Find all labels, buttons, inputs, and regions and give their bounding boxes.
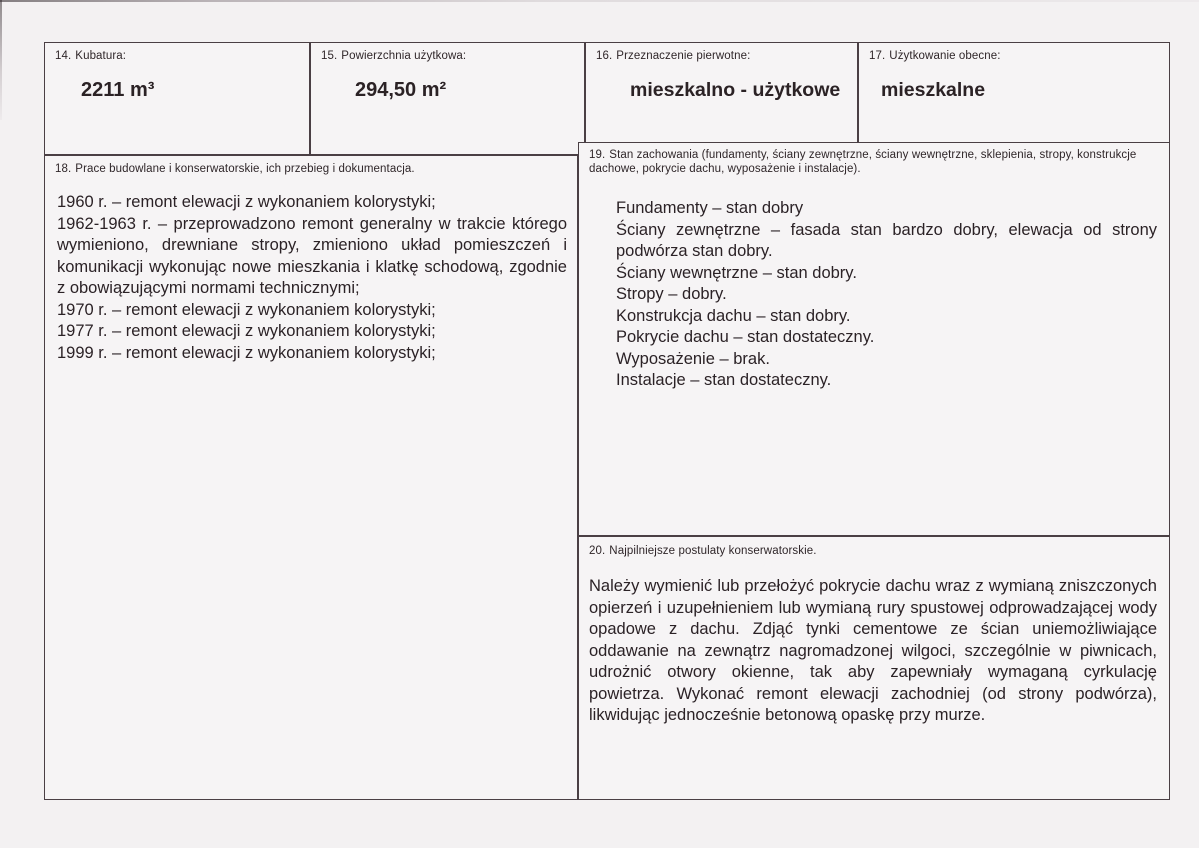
field-15-label-row: [311, 43, 584, 63]
field-18-label-row: [45, 156, 577, 176]
field-20-paragraph: Należy wymienić lub przełożyć pokrycie dachu wraz z wymianą zniszczonych opierzeń i uzupełnieniem lub wymianą rury spustowej odprowadzającej wody opadowe z dachu. Zdjąć tynki cementowe ze ścian uniemożliwiające oddawanie na zewnątrz nagromadzonej wilgoci, szczególnie w piwnicach, udrożnić otwory okienne, tak aby zapewniały wymaganą cyrkulację powietrza. Wykonać remont elewacji zachodniej (od strony podwórza), likwidując jednocześnie betonową opaskę przy murze.: [589, 577, 1157, 724]
field-17-label-row: [859, 43, 1169, 63]
field-14-number: 14.: [55, 50, 72, 62]
field-19-line: Pokrycie dachu – stan dostateczny.: [616, 328, 875, 346]
field-19-label-row: [579, 143, 1169, 176]
field-18-line: 1977 r. – remont elewacji z wykonaniem kolorystyki;: [57, 322, 436, 340]
field-16-label-row: [586, 43, 857, 63]
field-18-line: 1960 r. – remont elewacji z wykonaniem kolorystyki;: [57, 193, 436, 211]
field-20-content: [589, 576, 1157, 727]
field-18-label: Prace budowlane i konserwatorskie, ich przebieg i dokumentacja.: [75, 163, 415, 175]
field-18-line: 1970 r. – remont elewacji z wykonaniem kolorystyki;: [57, 300, 436, 319]
record-card-table: [44, 42, 1170, 800]
field-18-line: 1962-1963 r. – przeprowadzono remont generalny w trakcie którego wymieniono, drewniane stropy, zmieniono układ pomieszczeń i komunikacji wykonując nowe mieszkania i klatkę schodową, zgodnie z obowiązującymi normami technicznymi;: [57, 214, 567, 297]
field-14-value: 2211 m³: [81, 79, 155, 101]
field-19-line: Wyposażenie – brak.: [616, 349, 770, 368]
field-19-stan-zachowania: [578, 142, 1170, 536]
field-20-number: 20.: [589, 545, 606, 557]
field-19-line: Ściany zewnętrzne – fasada stan bardzo dobry, elewacja od strony podwórza stan dobry.: [616, 220, 1157, 260]
field-16-label: Przeznaczenie pierwotne:: [616, 50, 751, 62]
field-20-label-row: [579, 537, 1169, 558]
field-17-number: 17.: [869, 50, 886, 62]
field-17-value: mieszkalne: [881, 79, 986, 101]
field-16-number: 16.: [596, 50, 613, 62]
field-15-value: 294,50 m²: [355, 79, 447, 101]
field-18-content: [57, 192, 567, 364]
field-14-label-row: [45, 43, 309, 63]
field-20-najpilniejsze-postulaty: [578, 536, 1170, 800]
field-19-line: Ściany wewnętrzne – stan dobry.: [616, 263, 857, 282]
field-19-content: [616, 198, 1157, 392]
field-18-line: 1999 r. – remont elewacji z wykonaniem kolorystyki;: [57, 343, 436, 362]
field-16-przeznaczenie-pierwotne: [585, 42, 858, 155]
field-17-uzytkowanie-obecne: [858, 42, 1170, 155]
field-17-label: Użytkowanie obecne:: [889, 50, 1001, 62]
field-14-kubatura: [44, 42, 310, 155]
field-15-label: Powierzchnia użytkowa:: [341, 50, 467, 62]
field-15-powierzchnia-uzytkowa: [310, 42, 585, 155]
field-14-label: Kubatura:: [75, 50, 127, 62]
field-18-number: 18.: [55, 163, 72, 175]
field-19-label: Stan zachowania (fundamenty, ściany zewnętrzne, ściany wewnętrzne, sklepienia, stropy, konstrukcje dachowe, pokrycie dachu, wyposażenie i instalacje).: [589, 149, 1137, 175]
field-19-line: Stropy – dobry.: [616, 285, 727, 303]
field-15-number: 15.: [321, 50, 338, 62]
field-19-line: Konstrukcja dachu – stan dobry.: [616, 306, 851, 325]
field-20-label: Najpilniejsze postulaty konserwatorskie.: [609, 545, 817, 557]
field-19-line: Fundamenty – stan dobry: [616, 199, 804, 217]
field-16-value: mieszkalno - użytkowe: [630, 79, 841, 101]
field-18-prace-budowlane: [44, 155, 578, 800]
field-19-line: Instalacje – stan dostateczny.: [616, 371, 832, 389]
scan-edge-top: [0, 0, 1199, 2]
scan-edge-left: [0, 0, 2, 120]
field-19-number: 19.: [589, 149, 606, 161]
